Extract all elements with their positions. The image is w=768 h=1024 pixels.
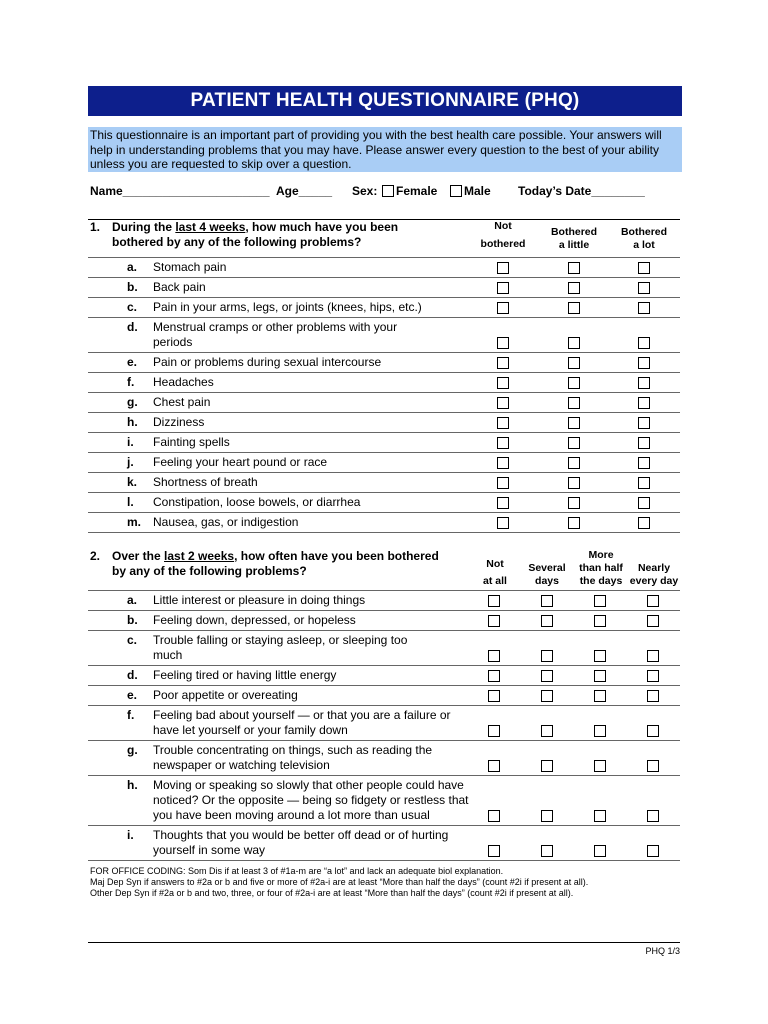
male-option[interactable] <box>450 184 491 198</box>
q2-item-b-option-3-checkbox[interactable] <box>594 615 606 627</box>
q2-item-text: have let yourself or your family down <box>153 723 348 737</box>
q1-item-b-option-2-checkbox[interactable] <box>568 282 580 294</box>
q1-line1: During the last 4 weeks, how much have you been <box>112 220 399 234</box>
q2-item-letter: c. <box>127 633 138 647</box>
q2-item-d-option-3-checkbox[interactable] <box>594 670 606 682</box>
patient-info-line <box>90 184 680 202</box>
q1-row-rule <box>88 277 680 278</box>
q2-item-text: Moving or speaking so slowly that other people could have <box>153 778 464 792</box>
q1-item-text: Constipation, loose bowels, or diarrhea <box>153 495 361 509</box>
q2-item-text: Poor appetite or overeating <box>153 688 298 702</box>
q1-row-rule <box>88 372 680 373</box>
female-label: Female <box>396 184 438 198</box>
q2-top-rule <box>88 590 680 591</box>
q2-item-e-option-2-checkbox[interactable] <box>541 690 553 702</box>
q2-item-d-option-1-checkbox[interactable] <box>488 670 500 682</box>
q1-item-letter: g. <box>127 395 138 409</box>
q1-item-letter: d. <box>127 320 138 334</box>
q2-item-i-option-3-checkbox[interactable] <box>594 845 606 857</box>
male-checkbox[interactable] <box>450 185 462 197</box>
todays-date-field[interactable]: Today’s Date________ <box>518 184 645 198</box>
q2-item-letter: d. <box>127 668 138 682</box>
q1-item-i-option-2-checkbox[interactable] <box>568 437 580 449</box>
q2-item-letter: a. <box>127 593 138 607</box>
q1-item-g-option-2-checkbox[interactable] <box>568 397 580 409</box>
q1-item-l-option-1-checkbox[interactable] <box>497 497 509 509</box>
q2-row-rule <box>88 775 680 776</box>
q1-item-text: Headaches <box>153 375 214 389</box>
q2-row-rule <box>88 610 680 611</box>
q1-item-d-option-2-checkbox[interactable] <box>568 337 580 349</box>
q2-item-e-option-1-checkbox[interactable] <box>488 690 500 702</box>
q2-item-g-option-3-checkbox[interactable] <box>594 760 606 772</box>
q1-item-text: Back pain <box>153 280 206 294</box>
q2-item-text: Feeling down, depressed, or hopeless <box>153 613 356 627</box>
q2-item-text: Thoughts that you would be better off dead or of hurting <box>153 828 449 842</box>
q2-item-a-option-1-checkbox[interactable] <box>488 595 500 607</box>
q2-item-letter: h. <box>127 778 138 792</box>
q2-item-d-option-2-checkbox[interactable] <box>541 670 553 682</box>
q2-item-g-option-2-checkbox[interactable] <box>541 760 553 772</box>
q2-item-text: Feeling bad about yourself — or that you are a failure or <box>153 708 451 722</box>
q1-item-c-option-2-checkbox[interactable] <box>568 302 580 314</box>
q2-item-f-option-2-checkbox[interactable] <box>541 725 553 737</box>
q1-col-not-bothered: Not bothered <box>480 220 526 250</box>
q2-item-letter: e. <box>127 688 138 702</box>
q1-item-b-option-3-checkbox[interactable] <box>638 282 650 294</box>
q2-row-rule <box>88 825 680 826</box>
q1-item-k-option-2-checkbox[interactable] <box>568 477 580 489</box>
q1-item-j-option-3-checkbox[interactable] <box>638 457 650 469</box>
q1-item-h-option-2-checkbox[interactable] <box>568 417 580 429</box>
q1-row-rule <box>88 317 680 318</box>
q2-item-d-option-4-checkbox[interactable] <box>647 670 659 682</box>
q1-item-text: Pain in your arms, legs, or joints (knees, hips, etc.) <box>153 300 422 314</box>
q1-number: 1. <box>90 220 101 234</box>
q1-item-f-option-1-checkbox[interactable] <box>497 377 509 389</box>
q1-item-letter: m. <box>127 515 142 529</box>
q2-item-e-option-4-checkbox[interactable] <box>647 690 659 702</box>
q1-item-i-option-1-checkbox[interactable] <box>497 437 509 449</box>
q1-item-letter: a. <box>127 260 138 274</box>
q1-item-d-option-3-checkbox[interactable] <box>638 337 650 349</box>
q1-item-letter: k. <box>127 475 138 489</box>
q1-item-l-option-2-checkbox[interactable] <box>568 497 580 509</box>
page-title: PATIENT HEALTH QUESTIONNAIRE (PHQ) <box>88 86 682 116</box>
q1-item-a-option-3-checkbox[interactable] <box>638 262 650 274</box>
q2-item-letter: g. <box>127 743 138 757</box>
q1-item-j-option-1-checkbox[interactable] <box>497 457 509 469</box>
q2-item-text: Trouble concentrating on things, such as reading the <box>153 743 433 757</box>
q1-item-letter: l. <box>127 495 134 509</box>
footer-divider <box>88 942 680 943</box>
q1-item-g-option-1-checkbox[interactable] <box>497 397 509 409</box>
q2-item-c-option-1-checkbox[interactable] <box>488 650 500 662</box>
q2-item-text: much <box>153 648 183 662</box>
q2-item-h-option-1-checkbox[interactable] <box>488 810 500 822</box>
q1-row-rule <box>88 297 680 298</box>
q2-item-h-option-3-checkbox[interactable] <box>594 810 606 822</box>
q2-item-letter: f. <box>127 708 135 722</box>
q1-row-rule <box>88 532 680 533</box>
q2-item-g-option-4-checkbox[interactable] <box>647 760 659 772</box>
sex-label: Sex: <box>352 184 378 198</box>
q1-item-text: Chest pain <box>153 395 211 409</box>
q2-item-b-option-1-checkbox[interactable] <box>488 615 500 627</box>
q2-item-h-option-2-checkbox[interactable] <box>541 810 553 822</box>
q1-item-text: Fainting spells <box>153 435 230 449</box>
q1-col-bothered-a-little: Bothered a little <box>550 226 598 251</box>
q1-item-g-option-3-checkbox[interactable] <box>638 397 650 409</box>
q1-item-e-option-1-checkbox[interactable] <box>497 357 509 369</box>
female-checkbox[interactable] <box>382 185 394 197</box>
office-coding-note: FOR OFFICE CODING: Som Dis if at least 3 of #1a-m are “a lot” and lack an adequate biol explanation. Maj Dep Syn if answers to #2a or b and five or more of #2a-i are at least “More than half the days” (count #2i if present at all). Other Dep Syn if #2a or b and two, three, or four of #2a-i are at least “More than half the days” (count #2i if present at all). <box>90 866 589 898</box>
q2-item-text: you have been moving around a lot more than usual <box>153 808 430 822</box>
q2-col-not-at-all: Not at all <box>483 558 507 587</box>
q2-item-a-option-2-checkbox[interactable] <box>541 595 553 607</box>
q2-item-c-option-4-checkbox[interactable] <box>647 650 659 662</box>
female-option[interactable] <box>382 184 437 198</box>
q2-row-rule <box>88 630 680 631</box>
q1-col-bothered-a-lot: Bothered a lot <box>620 226 668 251</box>
q1-item-letter: b. <box>127 280 138 294</box>
q2-item-b-option-4-checkbox[interactable] <box>647 615 659 627</box>
q2-item-i-option-1-checkbox[interactable] <box>488 845 500 857</box>
q1-row-rule <box>88 352 680 353</box>
q2-row-rule <box>88 665 680 666</box>
q2-col-more-than-half: More than half the days <box>579 549 623 587</box>
q2-row-rule <box>88 685 680 686</box>
q1-item-h-option-3-checkbox[interactable] <box>638 417 650 429</box>
q1-item-text: Nausea, gas, or indigestion <box>153 515 299 529</box>
q1-item-b-option-1-checkbox[interactable] <box>497 282 509 294</box>
q2-item-f-option-1-checkbox[interactable] <box>488 725 500 737</box>
q1-item-k-option-1-checkbox[interactable] <box>497 477 509 489</box>
q1-item-h-option-1-checkbox[interactable] <box>497 417 509 429</box>
q2-col-several-days: Several days <box>528 562 566 587</box>
q1-item-text: Dizziness <box>153 415 205 429</box>
q2-item-text: newspaper or watching television <box>153 758 330 772</box>
q1-item-letter: i. <box>127 435 134 449</box>
age-field[interactable]: Age_____ <box>276 184 333 198</box>
q2-item-c-option-2-checkbox[interactable] <box>541 650 553 662</box>
q1-row-rule <box>88 472 680 473</box>
q1-item-f-option-2-checkbox[interactable] <box>568 377 580 389</box>
q1-item-l-option-3-checkbox[interactable] <box>638 497 650 509</box>
q1-item-d-option-1-checkbox[interactable] <box>497 337 509 349</box>
q2-item-f-option-4-checkbox[interactable] <box>647 725 659 737</box>
q2-item-text: Feeling tired or having little energy <box>153 668 337 682</box>
q2-item-g-option-1-checkbox[interactable] <box>488 760 500 772</box>
q1-row-rule <box>88 432 680 433</box>
q1-item-f-option-3-checkbox[interactable] <box>638 377 650 389</box>
q1-item-text: Stomach pain <box>153 260 227 274</box>
q2-item-h-option-4-checkbox[interactable] <box>647 810 659 822</box>
name-field[interactable]: Name______________________ <box>90 184 270 198</box>
q1-item-letter: j. <box>127 455 134 469</box>
q1-item-text: Pain or problems during sexual intercourse <box>153 355 382 369</box>
q1-line2: bothered by any of the following problems? <box>112 235 362 249</box>
q1-item-letter: f. <box>127 375 135 389</box>
q1-item-text: periods <box>153 335 193 349</box>
q2-row-rule <box>88 740 680 741</box>
q1-row-rule <box>88 512 680 513</box>
q2-item-text: Trouble falling or staying asleep, or sleeping too <box>153 633 408 647</box>
male-label: Male <box>464 184 491 198</box>
q1-item-text: Feeling your heart pound or race <box>153 455 328 469</box>
q1-emphasis: last 4 weeks <box>175 220 246 234</box>
q1-row-rule <box>88 492 680 493</box>
q1-item-a-option-1-checkbox[interactable] <box>497 262 509 274</box>
q2-item-letter: i. <box>127 828 134 842</box>
q2-item-f-option-3-checkbox[interactable] <box>594 725 606 737</box>
intro-text: This questionnaire is an important part of providing you with the best health care possible. Your answers will help in understanding problems that you may have. Please answer every question to the best of your ability unless you are requested to skip over a question. <box>88 127 682 172</box>
q2-item-a-option-4-checkbox[interactable] <box>647 595 659 607</box>
page-number: PHQ 1/3 <box>645 946 680 956</box>
q1-row-rule <box>88 452 680 453</box>
q1-row-rule <box>88 392 680 393</box>
q2-item-c-option-3-checkbox[interactable] <box>594 650 606 662</box>
q2-item-i-option-2-checkbox[interactable] <box>541 845 553 857</box>
q2-number: 2. <box>90 549 101 563</box>
q2-line2: by any of the following problems? <box>112 564 307 578</box>
q2-item-e-option-3-checkbox[interactable] <box>594 690 606 702</box>
q1-item-letter: h. <box>127 415 138 429</box>
q2-item-text: Little interest or pleasure in doing things <box>153 593 366 607</box>
q1-item-letter: e. <box>127 355 138 369</box>
q1-item-m-option-2-checkbox[interactable] <box>568 517 580 529</box>
q1-item-k-option-3-checkbox[interactable] <box>638 477 650 489</box>
q1-item-m-option-1-checkbox[interactable] <box>497 517 509 529</box>
q1-item-e-option-2-checkbox[interactable] <box>568 357 580 369</box>
q1-item-j-option-2-checkbox[interactable] <box>568 457 580 469</box>
q1-item-text: Shortness of breath <box>153 475 258 489</box>
q2-line1: Over the last 2 weeks, how often have you been bothered <box>112 549 439 563</box>
q2-item-text: yourself in some way <box>153 843 266 857</box>
q1-item-e-option-3-checkbox[interactable] <box>638 357 650 369</box>
q2-item-a-option-3-checkbox[interactable] <box>594 595 606 607</box>
q1-item-m-option-3-checkbox[interactable] <box>638 517 650 529</box>
q2-row-rule <box>88 860 680 861</box>
q1-item-i-option-3-checkbox[interactable] <box>638 437 650 449</box>
q1-row-rule <box>88 412 680 413</box>
q2-col-nearly-every-day: Nearly every day <box>629 562 679 587</box>
q1-item-text: Menstrual cramps or other problems with your <box>153 320 398 334</box>
q2-item-letter: b. <box>127 613 138 627</box>
q2-item-b-option-2-checkbox[interactable] <box>541 615 553 627</box>
q1-item-letter: c. <box>127 300 138 314</box>
q2-emphasis: last 2 weeks <box>164 549 235 563</box>
q1-item-c-option-1-checkbox[interactable] <box>497 302 509 314</box>
q2-row-rule <box>88 705 680 706</box>
q2-item-i-option-4-checkbox[interactable] <box>647 845 659 857</box>
q1-item-a-option-2-checkbox[interactable] <box>568 262 580 274</box>
q1-top-rule <box>88 257 680 258</box>
q2-item-text: noticed? Or the opposite — being so fidgety or restless that <box>153 793 469 807</box>
q1-item-c-option-3-checkbox[interactable] <box>638 302 650 314</box>
